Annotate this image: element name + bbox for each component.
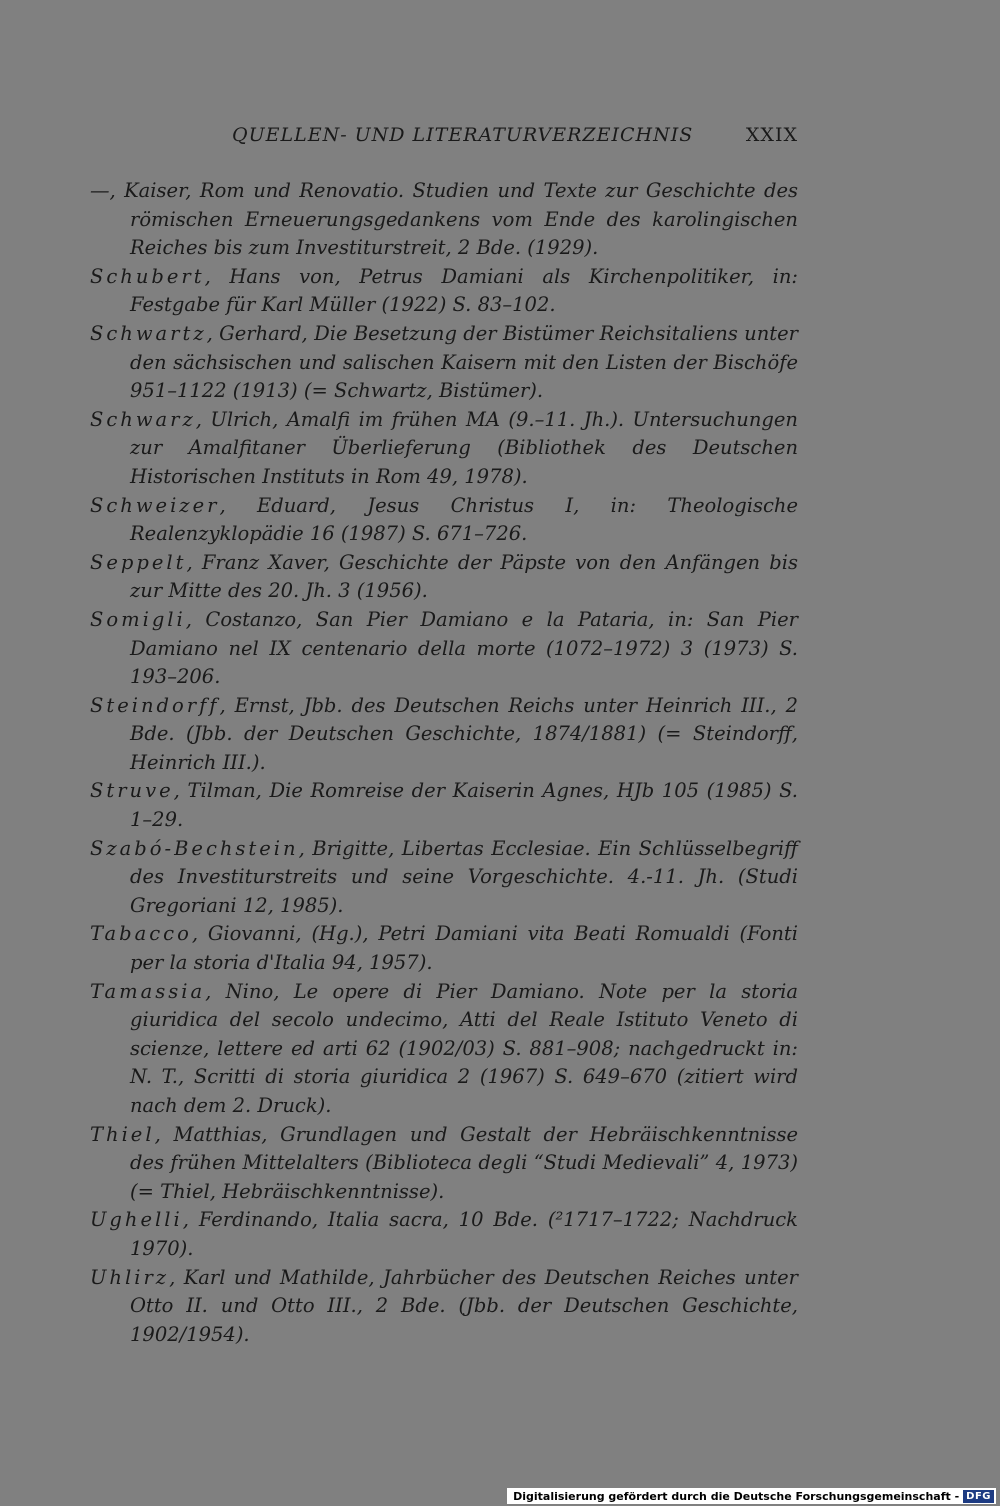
bibliography-entry: Uhlirz, Karl und Mathilde, Jahrbücher des Deutschen Reiches unter Otto II. und Otto III., 2 Bde. (Jbb. der Deutschen Geschichte, 1902/1954). <box>90 1265 798 1346</box>
author-name: Tabacco <box>90 922 192 946</box>
author-name: Schweizer <box>90 493 220 517</box>
bibliography-entry: Szabó-Bechstein, Brigitte, Libertas Ecclesiae. Ein Schlüsselbegriff des Investiturstreits und seine Vorgeschichte. 4.-11. Jh. (Studi Gregoriani 12, 1985). <box>90 836 798 917</box>
author-name: Thiel <box>90 1122 155 1146</box>
author-name: Steindorff <box>90 693 220 717</box>
page-number: XXIX <box>745 124 798 146</box>
bibliography-entry: —, Kaiser, Rom und Renovatio. Studien und Texte zur Geschichte des römischen Erneuerungsgedankens vom Ende des karolingischen Reiches bis zum Investiturstreit, 2 Bde. (1929). <box>90 179 798 260</box>
funding-notice: Digitalisierung gefördert durch die Deutsche Forschungsgemeinschaft - <box>513 1489 960 1503</box>
bibliography-entry: Tabacco, Giovanni, (Hg.), Petri Damiani vita Beati Romualdi (Fonti per la storia d'Italia 94, 1957). <box>90 922 798 975</box>
bibliography-entry: Somigli, Costanzo, San Pier Damiano e la Pataria, in: San Pier Damiano nel IX centenario della morte (1072–1972) 3 (1973) S. 193–206. <box>90 607 798 689</box>
author-name: Seppelt <box>90 550 187 574</box>
author-name: Schwartz <box>90 321 207 345</box>
bibliography-list <box>90 177 798 1349</box>
bibliography-entry: Tamassia, Nino, Le opere di Pier Damiano. Note per la storia giuridica del secolo undecimo, Atti del Reale Istituto Veneto di scienze, lettere ed arti 62 (1902/03) S. 881–908; nachgedruckt in: N. T., Scritti di storia giuridica 2 (1967) S. 649–670 (zitiert wird nach dem 2. Druck). <box>90 979 798 1117</box>
author-name: Szabó-Bechstein <box>90 836 299 860</box>
bibliography-entry: Schubert, Hans von, Petrus Damiani als Kirchenpolitiker, in: Festgabe für Karl Müller (1922) S. 83–102. <box>90 264 798 317</box>
bibliography-entry: Ughelli, Ferdinando, Italia sacra, 10 Bde. (²1717–1722; Nachdruck 1970). <box>90 1208 798 1260</box>
bibliography-entry: Schwarz, Ulrich, Amalfi im frühen MA (9.–11. Jh.). Untersuchungen zur Amalfitaner Überlieferung (Bibliothek des Deutschen Historischen Instituts in Rom 49, 1978). <box>90 407 798 488</box>
funding-footer <box>507 1488 996 1504</box>
author-name: Somigli <box>90 607 186 631</box>
running-title: QUELLEN- UND LITERATURVERZEICHNIS <box>232 124 694 146</box>
author-name: Schubert <box>90 264 205 288</box>
author-name: Uhlirz <box>90 1265 170 1289</box>
author-name: Schwarz <box>90 407 196 431</box>
bibliography-entry: Thiel, Matthias, Grundlagen und Gestalt der Hebräischkenntnisse des frühen Mittelalters (Biblioteca degli “Studi Medievali” 4, 1973) (= Thiel, Hebräischkenntnisse). <box>90 1122 798 1203</box>
bibliography-entry: Schweizer, Eduard, Jesus Christus I, in: Theologische Realenzyklopädie 16 (1987) S. 671–726. <box>90 493 798 546</box>
author-name: Ughelli <box>90 1208 183 1232</box>
bibliography-entry: Steindorff, Ernst, Jbb. des Deutschen Reichs unter Heinrich III., 2 Bde. (Jbb. der Deutschen Geschichte, 1874/1881) (= Steindorff, Heinrich III.). <box>90 693 798 774</box>
dfg-logo: DFG <box>963 1490 994 1503</box>
bibliography-entry: Schwartz, Gerhard, Die Besetzung der Bistümer Reichsitaliens unter den sächsischen und salischen Kaisern mit den Listen der Bischöfe 951–1122 (1913) (= Schwartz, Bistümer). <box>90 321 798 403</box>
bibliography-entry: Seppelt, Franz Xaver, Geschichte der Päpste von den Anfängen bis zur Mitte des 20. Jh. 3 (1956). <box>90 550 798 603</box>
author-name: Tamassia <box>90 979 206 1003</box>
running-header <box>232 124 798 154</box>
bibliography-entry: Struve, Tilman, Die Romreise der Kaiserin Agnes, HJb 105 (1985) S. 1–29. <box>90 779 798 832</box>
author-name: Struve <box>90 779 174 803</box>
